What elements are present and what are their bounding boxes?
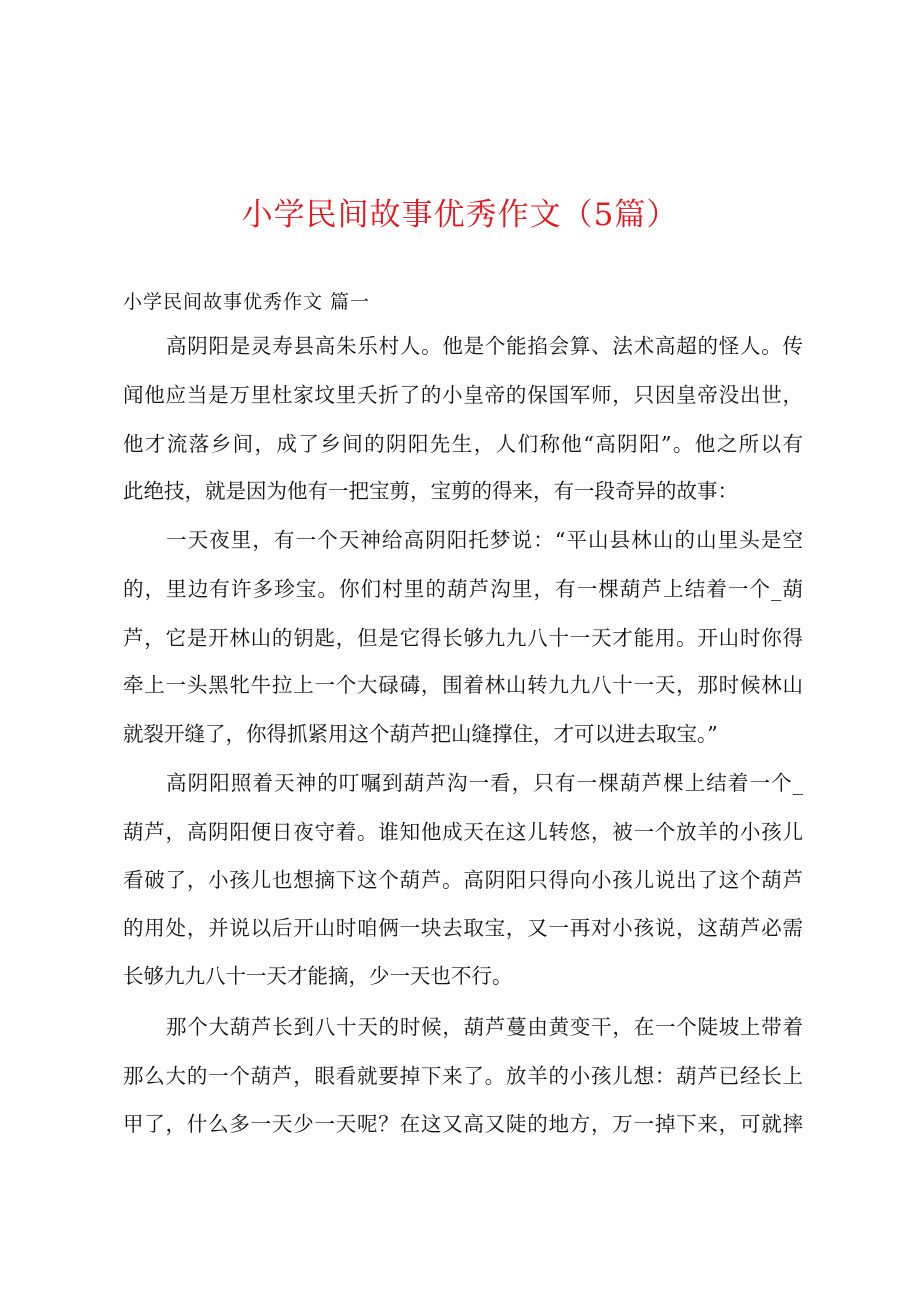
text-line: 就裂开缝了，你得抓紧用这个葫芦把山缝撑住，才可以进去取宝。” (123, 722, 718, 746)
text-line: 那么大的一个葫芦，眼看就要掉下来了。放羊的小孩儿想：葫芦已经长上 (123, 1064, 803, 1088)
text-line: 看破了，小孩儿也想摘下这个葫芦。高阴阳只得向小孩儿说出了这个葫芦 (123, 868, 803, 892)
text-line: 高阴阳照着天神的叮嘱到葫芦沟一看，只有一棵葫芦棵上结着一个_ (166, 771, 803, 795)
text-line: 一天夜里，有一个天神给高阴阳托梦说：“平山县林山的山里头是空 (166, 528, 803, 552)
text-line: 那个大葫芦长到八十天的时候，葫芦蔓由黄变干，在一个陡坡上带着 (166, 1015, 803, 1039)
text-line: 长够九九八十一天才能摘，少一天也不行。 (123, 964, 513, 988)
text-line: 高阴阳是灵寿县高朱乐村人。他是个能掐会算、法术高超的怪人。传 (166, 334, 803, 358)
text-line: 葫芦，高阴阳便日夜守着。谁知他成天在这儿转悠，被一个放羊的小孩儿 (123, 820, 803, 844)
text-line: 闻他应当是万里杜家坟里夭折了的小皇帝的保国军师，只因皇帝没出世， (123, 383, 803, 407)
document-title: 小学民间故事优秀作文（5篇） (241, 197, 679, 233)
section-heading: 小学民间故事优秀作文 篇一 (123, 291, 371, 313)
text-line: 他才流落乡间，成了乡间的阴阳先生，人们称他“高阴阳”。他之所以有 (123, 432, 803, 456)
text-line: 的用处，并说以后开山时咱俩一块去取宝，又一再对小孩说，这葫芦必需 (123, 916, 803, 940)
text-line: 此绝技，就是因为他有一把宝剪，宝剪的得来，有一段奇异的故事： (123, 479, 738, 503)
text-line: 芦，它是开林山的钥匙，但是它得长够九九八十一天才能用。开山时你得 (123, 626, 803, 650)
text-line: 甲了，什么多一天少一天呢？在这又高又陡的地方，万一掉下来，可就摔 (123, 1112, 803, 1136)
text-line: 的，里边有许多珍宝。你们村里的葫芦沟里，有一棵葫芦上结着一个_葫 (123, 577, 803, 601)
text-line: 牵上一头黑牝牛拉上一个大碌碡，围着林山转九九八十一天，那时候林山 (123, 673, 803, 697)
